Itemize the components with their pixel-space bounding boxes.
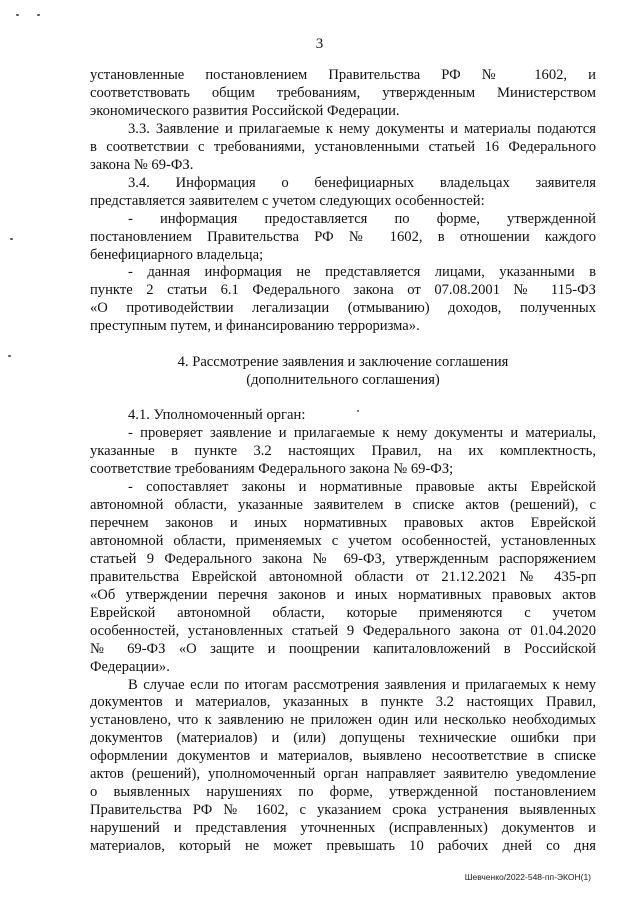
list-item-line: преступным путем, и финансированию терроризма».: [90, 318, 420, 335]
list-item-line: перечнем законов и иных нормативных правовых актов Еврейской: [90, 514, 596, 531]
section-heading-line: (дополнительного соглашения): [246, 372, 440, 389]
section-heading-line: 4. Рассмотрение заявления и заключение соглашения: [177, 354, 509, 371]
document-footer: Шевченко/2022-548-пп-ЭКОН(1): [464, 872, 591, 882]
scan-speck: [16, 14, 19, 16]
page-number: 3: [315, 36, 324, 52]
list-item-line: постановлением Правительства РФ № 1602, в отношении каждого: [90, 228, 596, 245]
paragraph-case-line: Правительства РФ № 1602, с указанием срока устранения выявленных: [90, 802, 596, 819]
paragraph-4-1: 4.1. Уполномоченный орган:: [128, 407, 306, 424]
text-line: установленные постановлением Правительства РФ № 1602, и: [90, 67, 596, 83]
list-item-line: автономной области, указанные заявителем в списке актов (решений), с: [90, 496, 596, 513]
scan-speck: [8, 355, 11, 357]
paragraph-case-line: В случае если по итогам рассмотрения заявления и прилагаемых к нему: [128, 676, 596, 693]
text-line: соответствовать общим требованиям, утвержденным Министерством: [90, 84, 596, 101]
paragraph-case-line: документов и материалов, указанных в пункте 3.2 настоящих Правил,: [90, 694, 596, 711]
paragraph-3-4-line: представляется заявителем с учетом следующих особенностей:: [90, 192, 485, 209]
section-heading: [90, 354, 596, 390]
paragraph-case-line: о выявленных нарушениях по форме, утвержденной постановлением: [90, 784, 596, 801]
list-item-line: Федерации».: [90, 658, 170, 675]
list-item-line: указанные в пункте 3.2 настоящих Правил, на их комплектность,: [90, 443, 596, 460]
list-item-line: соответствие требованиям Федерального закона № 69-ФЗ;: [90, 461, 454, 478]
list-item-line: - сопоставляет законы и нормативные правовые акты Еврейской: [128, 479, 596, 496]
list-item-line: особенностей, установленных статьей 9 Федерального закона от 01.04.2020: [90, 622, 596, 639]
document-body: [90, 67, 596, 856]
list-item-line: пункте 2 статьи 6.1 Федерального закона от 07.08.2001 № 115-ФЗ: [90, 282, 596, 299]
paragraph-case-line: материалов, который не может превышать 10 рабочих дней со дня: [90, 838, 596, 855]
paragraph-case-line: установлено, что к заявлению не приложен один или несколько необходимых: [90, 712, 596, 729]
paragraph-case-line: нарушений и представления уточненных (исправленных) документов и: [90, 820, 596, 837]
list-item-line: - проверяет заявление и прилагаемые к нему документы и материалы,: [128, 425, 596, 442]
list-item-line: бенефициарного владельца;: [90, 246, 264, 263]
list-item-line: Еврейской автономной области, которые применяются с учетом: [90, 604, 596, 621]
list-item-line: «О противодействии легализации (отмыванию) доходов, полученных: [90, 300, 596, 317]
paragraph-case-line: оформлении документов и материалов, выявлено несоответствие в списке: [90, 748, 596, 765]
list-item-line: правительства Еврейской автономной области от 21.12.2021 № 435-рп: [90, 568, 596, 585]
paragraph-3-3-line: 3.3. Заявление и прилагаемые к нему документы и материалы подаются: [128, 120, 596, 137]
spacer: [90, 390, 596, 407]
list-item-line: статьей 9 Федерального закона № 69-ФЗ, утвержденным распоряжением: [90, 550, 596, 567]
paragraph-case-line: актов (решений), уполномоченный орган направляет заявителю уведомление: [90, 766, 596, 783]
paragraph-case-line: документов (материалов) и (или) допущены технические ошибки при: [90, 730, 596, 747]
paragraph-3-4-line: 3.4. Информация о бенефициарных владельцах заявителя: [128, 174, 596, 191]
list-item-line: - данная информация не представляется лицами, указанными в: [128, 264, 596, 281]
paragraph-3-3-line: в соответствии с требованиями, установленными статьей 16 Федерального: [90, 138, 596, 155]
list-item-line: «Об утверждении перечня законов и иных нормативных правовых актов: [90, 586, 596, 603]
scan-speck: [37, 14, 40, 16]
list-item-line: № 69-ФЗ «О защите и поощрении капиталовложений в Российской: [90, 640, 596, 657]
scan-speck: [10, 238, 13, 240]
text-line: экономического развития Российской Федерации.: [90, 102, 400, 119]
list-item-line: - информация предоставляется по форме, утвержденной: [128, 210, 596, 227]
list-item-line: автономной области, применяемых с учетом особенностей, установленных: [90, 532, 596, 549]
paragraph-3-3-line: закона № 69-ФЗ.: [90, 156, 194, 173]
